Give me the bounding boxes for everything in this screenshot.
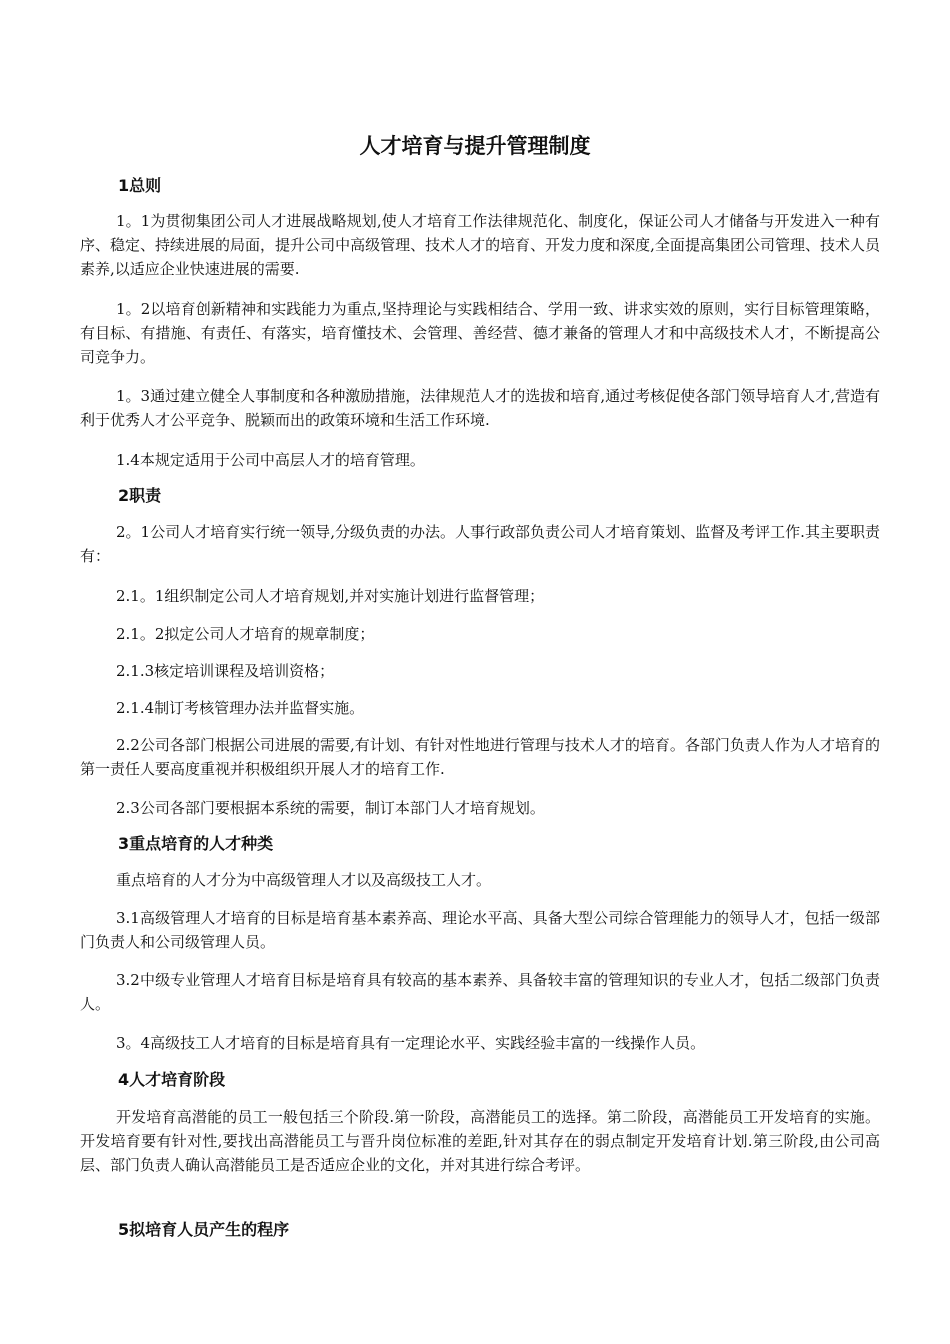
section-heading: 1总则 bbox=[118, 176, 162, 195]
section-heading: 2职责 bbox=[118, 486, 162, 505]
paragraph: 1。3通过建立健全人事制度和各种激励措施，法律规范人才的选拔和培育,通过考核促使各部门领导培育人才,营造有利于优秀人才公平竞争、脱颖而出的政策环境和生活工作环境. bbox=[80, 387, 880, 429]
paragraph: 1。2以培育创新精神和实践能力为重点,坚持理论与实践相结合、学用一致、讲求实效的原则，实行目标管理策略，有目标、有措施、有责任、有落实，培育懂技术、会管理、善经营、德才兼备的管理人才和中高级技术人才，不断提高公司竞争力。 bbox=[80, 300, 880, 366]
paragraph: 2。1公司人才培育实行统一领导,分级负责的办法。人事行政部负责公司人才培育策划、监督及考评工作.其主要职责有： bbox=[80, 523, 880, 565]
paragraph: 2.1.4制订考核管理办法并监督实施。 bbox=[116, 699, 365, 717]
paragraph: 3.2中级专业管理人才培育目标是培育具有较高的基本素养、具备较丰富的管理知识的专业人才，包括二级部门负责人。 bbox=[80, 971, 880, 1013]
document-title: 人才培育与提升管理制度 bbox=[359, 134, 591, 158]
paragraph: 2.1.3核定培训课程及培训资格； bbox=[116, 662, 335, 680]
paragraph: 2.1。2拟定公司人才培育的规章制度； bbox=[116, 625, 375, 643]
paragraph: 3.1高级管理人才培育的目标是培育基本素养高、理论水平高、具备大型公司综合管理能力的领导人才，包括一级部门负责人和公司级管理人员。 bbox=[80, 909, 880, 951]
paragraph: 2.3公司各部门要根据本系统的需要，制订本部门人才培育规划。 bbox=[116, 799, 545, 817]
paragraph: 重点培育的人才分为中高级管理人才以及高级技工人才。 bbox=[116, 871, 492, 889]
paragraph: 1。1为贯彻集团公司人才进展战略规划,使人才培育工作法律规范化、制度化，保证公司人才储备与开发进入一种有序、稳定、持续进展的局面，提升公司中高级管理、技术人才的培育、开发力度和深度,全面提高集团公司管理、技术人员素养,以适应企业快速进展的需要. bbox=[80, 212, 880, 278]
section-heading: 5拟培育人员产生的程序 bbox=[118, 1220, 290, 1239]
section-heading: 4人才培育阶段 bbox=[118, 1070, 226, 1089]
paragraph: 开发培育高潜能的员工一般包括三个阶段.第一阶段，高潜能员工的选择。第二阶段，高潜能员工开发培育的实施。开发培育要有针对性,要找出高潜能员工与晋升岗位标准的差距,针对其存在的弱点制定开发培育计划.第三阶段,由公司高层、部门负责人确认高潜能员工是否适应企业的文化，并对其进行综合考评。 bbox=[80, 1108, 880, 1174]
paragraph: 3。4高级技工人才培育的目标是培育具有一定理论水平、实践经验丰富的一线操作人员。 bbox=[116, 1034, 706, 1052]
paragraph: 1.4本规定适用于公司中高层人才的培育管理。 bbox=[116, 451, 425, 469]
section-heading: 3重点培育的人才种类 bbox=[118, 834, 274, 853]
paragraph: 2.2公司各部门根据公司进展的需要,有计划、有针对性地进行管理与技术人才的培育。各部门负责人作为人才培育的第一责任人要高度重视并积极组织开展人才的培育工作. bbox=[80, 736, 880, 778]
paragraph: 2.1。1组织制定公司人才培育规划,并对实施计划进行监督管理； bbox=[116, 587, 545, 605]
